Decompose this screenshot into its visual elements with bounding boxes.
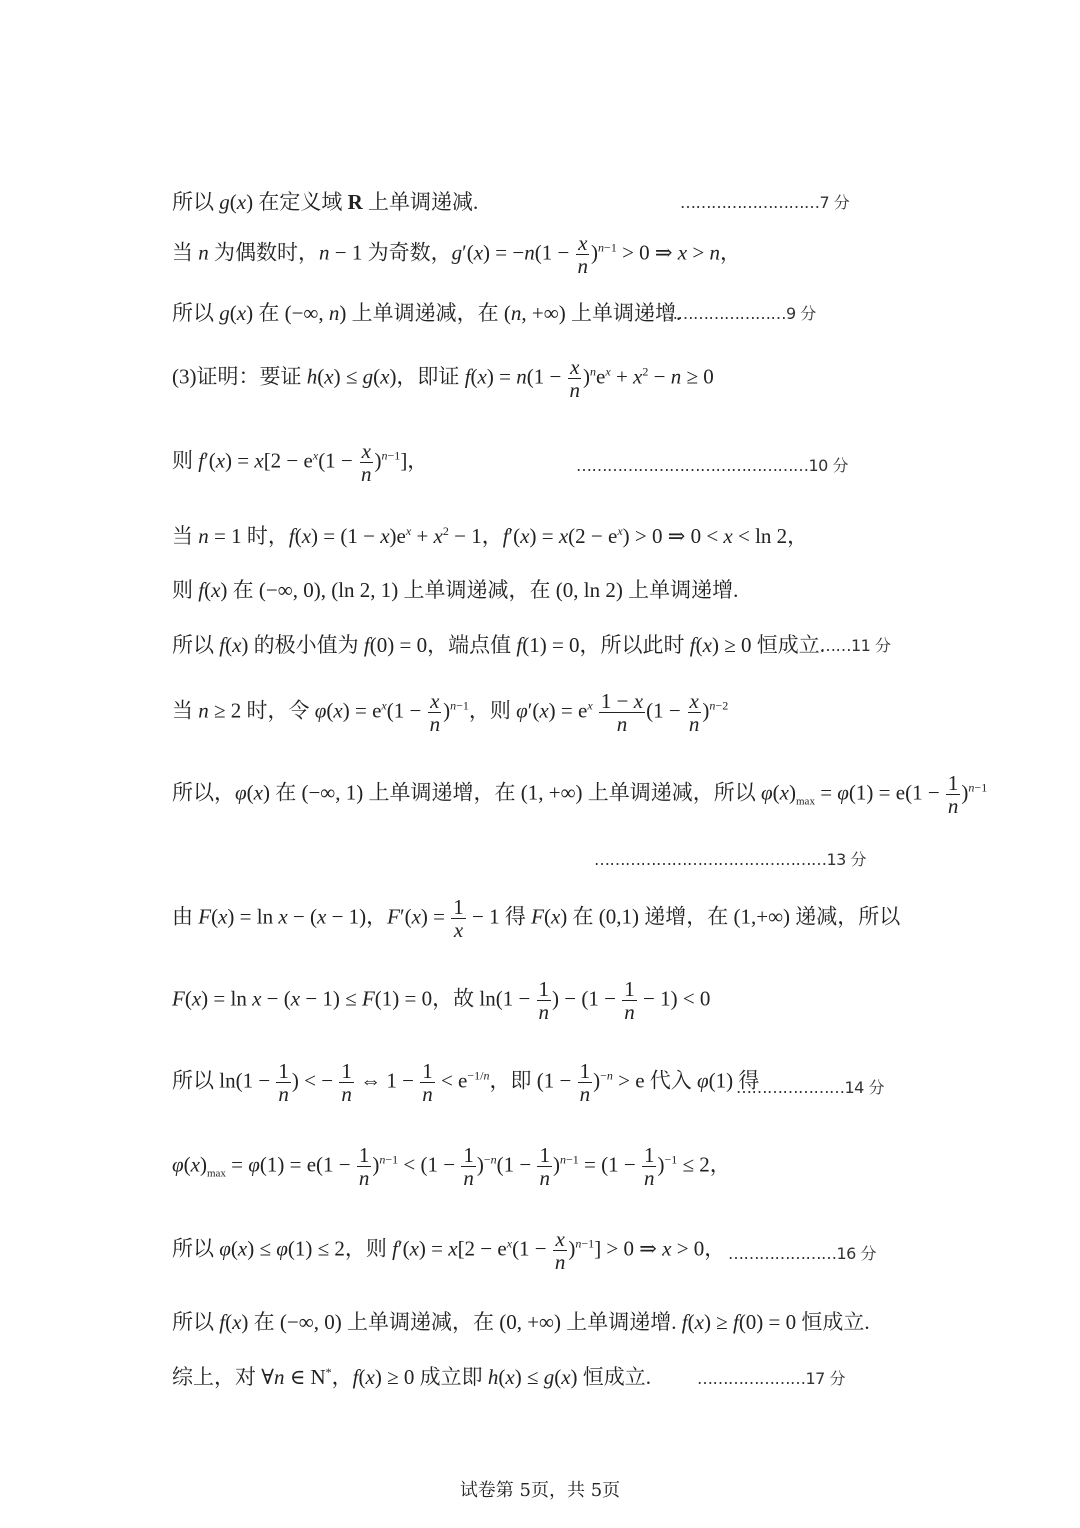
solution-line-17: 综上，对 ∀n ∈ N*，f(x) ≥ 0 成立即 h(x) ≤ g(x) 恒成立. bbox=[172, 1365, 652, 1389]
score-mark-14: …………………14 分 bbox=[736, 1078, 884, 1097]
solution-line-1: 所以 g(x) 在定义域 R 上单调递减. bbox=[172, 190, 479, 214]
solution-line-15: 所以 φ(x) ≤ φ(1) ≤ 2，则 $f'(x) = x[2 - e^x(1$ − $\frac{x}{n}$ )$^{n-1}$] > 0 ⇒ x > 0， bbox=[172, 1227, 726, 1275]
solution-line-3: 所以 g(x) 在 (−∞, n) 上单调递减，在 (n, +∞) 上单调递增. bbox=[172, 301, 682, 325]
solution-line-2: 当 n 为偶数时，n − 1 为奇数，g′(x) = −n(1 − $\frac{x}{n}$ )$^{n-1}$ > 0 ⇒ x > n， bbox=[172, 231, 741, 279]
solution-line-16: 所以 f(x) 在 (−∞, 0) 上单调递减，在 (0, +∞) 上单调递增. f(x) ≥ f(0) = 0 恒成立. bbox=[172, 1310, 870, 1334]
score-mark-13: ………………………………………13 分 bbox=[594, 850, 866, 869]
score-mark-10: ………………………………………10 分 bbox=[576, 456, 848, 475]
page-footer: 试卷第 5页，共 5页 bbox=[459, 1480, 621, 1501]
solution-line-12: F(x) = ln x − (x − 1) ≤ F(1) = 0，故 ln(1 − $\frac{1}{n}$ ) − (1 − $\frac{1}{n}$ − 1) < 0 bbox=[172, 977, 711, 1025]
solution-line-5: 则 $f'(x) = x[2 - e^x(1$ − $\frac{x}{n}$ )$^{n-1}$]， bbox=[172, 439, 429, 487]
score-mark-16: …………………16 分 bbox=[728, 1244, 876, 1263]
solution-line-4: (3)证明：要证 h(x) ≤ g(x)，即证 f(x) = n(1 − $\frac{x}{n}$ )$^ne^x + x^2 - n \ge 0$ bbox=[172, 355, 714, 403]
solution-line-10: 所以，φ(x) 在 (−∞, 1) 上单调递增，在 (1, +∞) 上单调递减，所以 $\varphi(x)_{max} = \varphi(1) = e(1$ − $\frac{1}{n}$ )$^{n-1}$ bbox=[172, 771, 988, 819]
solution-line-14: $\varphi(x)_{max} = \varphi(1) = e(1$ − $\frac{1}{n}$ )$^{n-1}$ < (1 − $\frac{1}{n}$ )$^{-n}$(1 − $\frac{1}{n}$ )$^{n-1}$ = (1 − $\frac{1}{n}$ )$^{-1}$ ≤ 2， bbox=[172, 1143, 731, 1191]
score-mark-11: ……11 分 bbox=[820, 636, 891, 655]
solution-line-8: 所以 f(x) 的极小值为 f(0) = 0，端点值 f(1) = 0，所以此时 f(x) ≥ 0 恒成立. bbox=[172, 633, 825, 657]
solution-line-11: 由 F(x) = ln x − (x − 1)，F′(x) = $\frac{1}{x}$ − 1 得 F(x) 在 (0,1) 递增，在 (1,+∞) 递减，所以 bbox=[172, 895, 901, 943]
solution-line-7: 则 f(x) 在 (−∞, 0), (ln 2, 1) 上单调递减，在 (0, ln 2) 上单调递增. bbox=[172, 578, 739, 602]
score-mark-7: ………………………7 分 bbox=[680, 193, 850, 212]
solution-line-13: 所以 ln(1 − $\frac{1}{n}$ ) < − $\frac{1}{n}$ ⇔ 1 − $\frac{1}{n}$ < $e^{-1/n}$，即 (1 − $\frac{1}{n}$ )$^{-n}$ > e 代入 φ(1) 得 bbox=[172, 1059, 760, 1107]
score-mark-17: …………………17 分 bbox=[697, 1369, 845, 1388]
solution-line-6: 当 n = 1 时，$f(x) = (1 - x)e^x + x^2 - 1$，$f'(x) = x(2 - e^x) > 0$ ⇒ 0 < x < ln 2， bbox=[172, 524, 809, 548]
solution-line-9: 当 n ≥ 2 时，令 $\varphi(x) = e^x(1$ − $\frac{x}{n}$ )$^{n-1}$，则 $\varphi'(x) = e^x$ $\frac{1 - x}{n}$ (1 − $\frac{x}{n}$ )$^{n-2}$ bbox=[172, 689, 729, 737]
score-mark-9: ……………………9 分 bbox=[662, 304, 816, 323]
